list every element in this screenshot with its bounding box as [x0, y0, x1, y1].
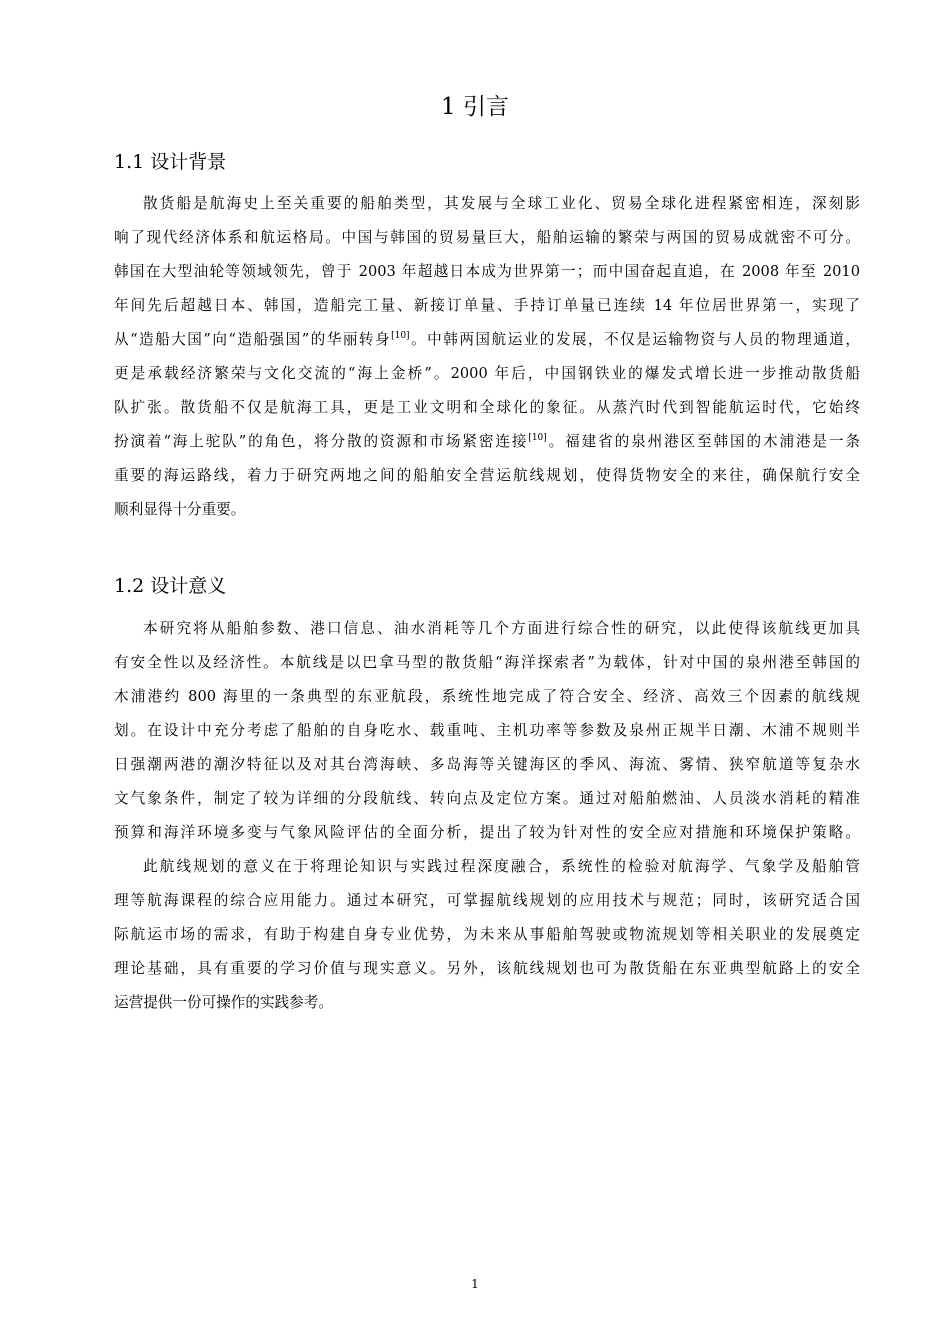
text-line: 理论基础，具有重要的学习价值与现实意义。另外，该航线规划也可为散货船在东亚典型航路上的安全 [114, 960, 860, 977]
text-line: 划。在设计中充分考虑了船舶的自身吃水、载重吨、主机功率等参数及泉州正规半日潮、木浦不规则半 [114, 722, 860, 739]
paragraph-background [114, 187, 860, 527]
section-heading-significance: 1.2 设计意义 [114, 575, 227, 597]
text-line: 际航运市场的需求，有助于构建自身专业优势，为未来从事船舶驾驶或物流规划等相关职业的发展奠定 [114, 926, 860, 943]
text-line: 理等航海课程的综合应用能力。通过本研究，可掌握航线规划的应用技术与规范；同时，该研究适合国 [114, 892, 860, 909]
chapter-title: 1 引言 [441, 94, 509, 120]
text-line: 木浦港约 800 海里的一条典型的东亚航段，系统性地完成了符合安全、经济、高效三个因素的航线规 [114, 688, 860, 705]
text-line: 运营提供一份可操作的实践参考。 [114, 994, 333, 1011]
citation-marker: [10] [391, 331, 410, 342]
text-line: 韩国在大型油轮等领域领先，曾于 2003 年超越日本成为世界第一；而中国奋起直追，在 2008 年至 2010 [114, 263, 860, 280]
text-line: 预算和海洋环境多变与气象风险评估的全面分析，提出了较为针对性的安全应对措施和环境保护策略。 [114, 824, 860, 841]
text-line: 扮演着“海上驼队”的角色，将分散的资源和市场紧密连接[10]。福建省的泉州港区至韩国的木浦港是一条 [114, 433, 860, 450]
text-line: 队扩张。散货船不仅是航海工具，更是工业文明和全球化的象征。从蒸汽时代到智能航运时代，它始终 [114, 399, 860, 416]
text-line: 日强潮两港的潮汐特征以及对其台湾海峡、多岛海等关键海区的季风、海流、雾情、狭窄航道等复杂水 [114, 756, 860, 773]
citation-marker: [10] [528, 433, 547, 444]
paragraph-significance-1 [114, 612, 860, 850]
text-line: 响了现代经济体系和航运格局。中国与韩国的贸易量巨大，船舶运输的繁荣与两国的贸易成就密不可分。 [114, 229, 860, 246]
text-line: 更是承载经济繁荣与文化交流的“海上金桥”。2000 年后，中国钢铁业的爆发式增长进一步推动散货船 [114, 365, 860, 382]
text-line: 有安全性以及经济性。本航线是以巴拿马型的散货船“海洋探索者”为载体，针对中国的泉州港至韩国的 [114, 654, 860, 671]
section-heading-background: 1.1 设计背景 [114, 151, 227, 173]
text-line: 文气象条件，制定了较为详细的分段航线、转向点及定位方案。通过对船舶燃油、人员淡水消耗的精准 [114, 790, 860, 807]
text-line: 散货船是航海史上至关重要的船舶类型，其发展与全球工业化、贸易全球化进程紧密相连，深刻影 [143, 195, 860, 212]
page-number: 1 [471, 1277, 479, 1291]
text-line: 年间先后超越日本、韩国，造船完工量、新接订单量、手持订单量已连续 14 年位居世界第一，实现了 [114, 297, 860, 314]
text-line: 从“造船大国”向“造船强国”的华丽转身[10]。中韩两国航运业的发展，不仅是运输物资与人员的物理通道， [114, 331, 860, 348]
text-line: 此航线规划的意义在于将理论知识与实践过程深度融合，系统性的检验对航海学、气象学及船舶管 [143, 858, 860, 875]
text-line: 顺利显得十分重要。 [114, 501, 246, 518]
text-line: 本研究将从船舶参数、港口信息、油水消耗等几个方面进行综合性的研究，以此使得该航线更加具 [143, 620, 860, 637]
paragraph-significance-2 [114, 850, 860, 1020]
text-line: 重要的海运路线，着力于研究两地之间的船舶安全营运航线规划，使得货物安全的来往，确保航行安全 [114, 467, 860, 484]
